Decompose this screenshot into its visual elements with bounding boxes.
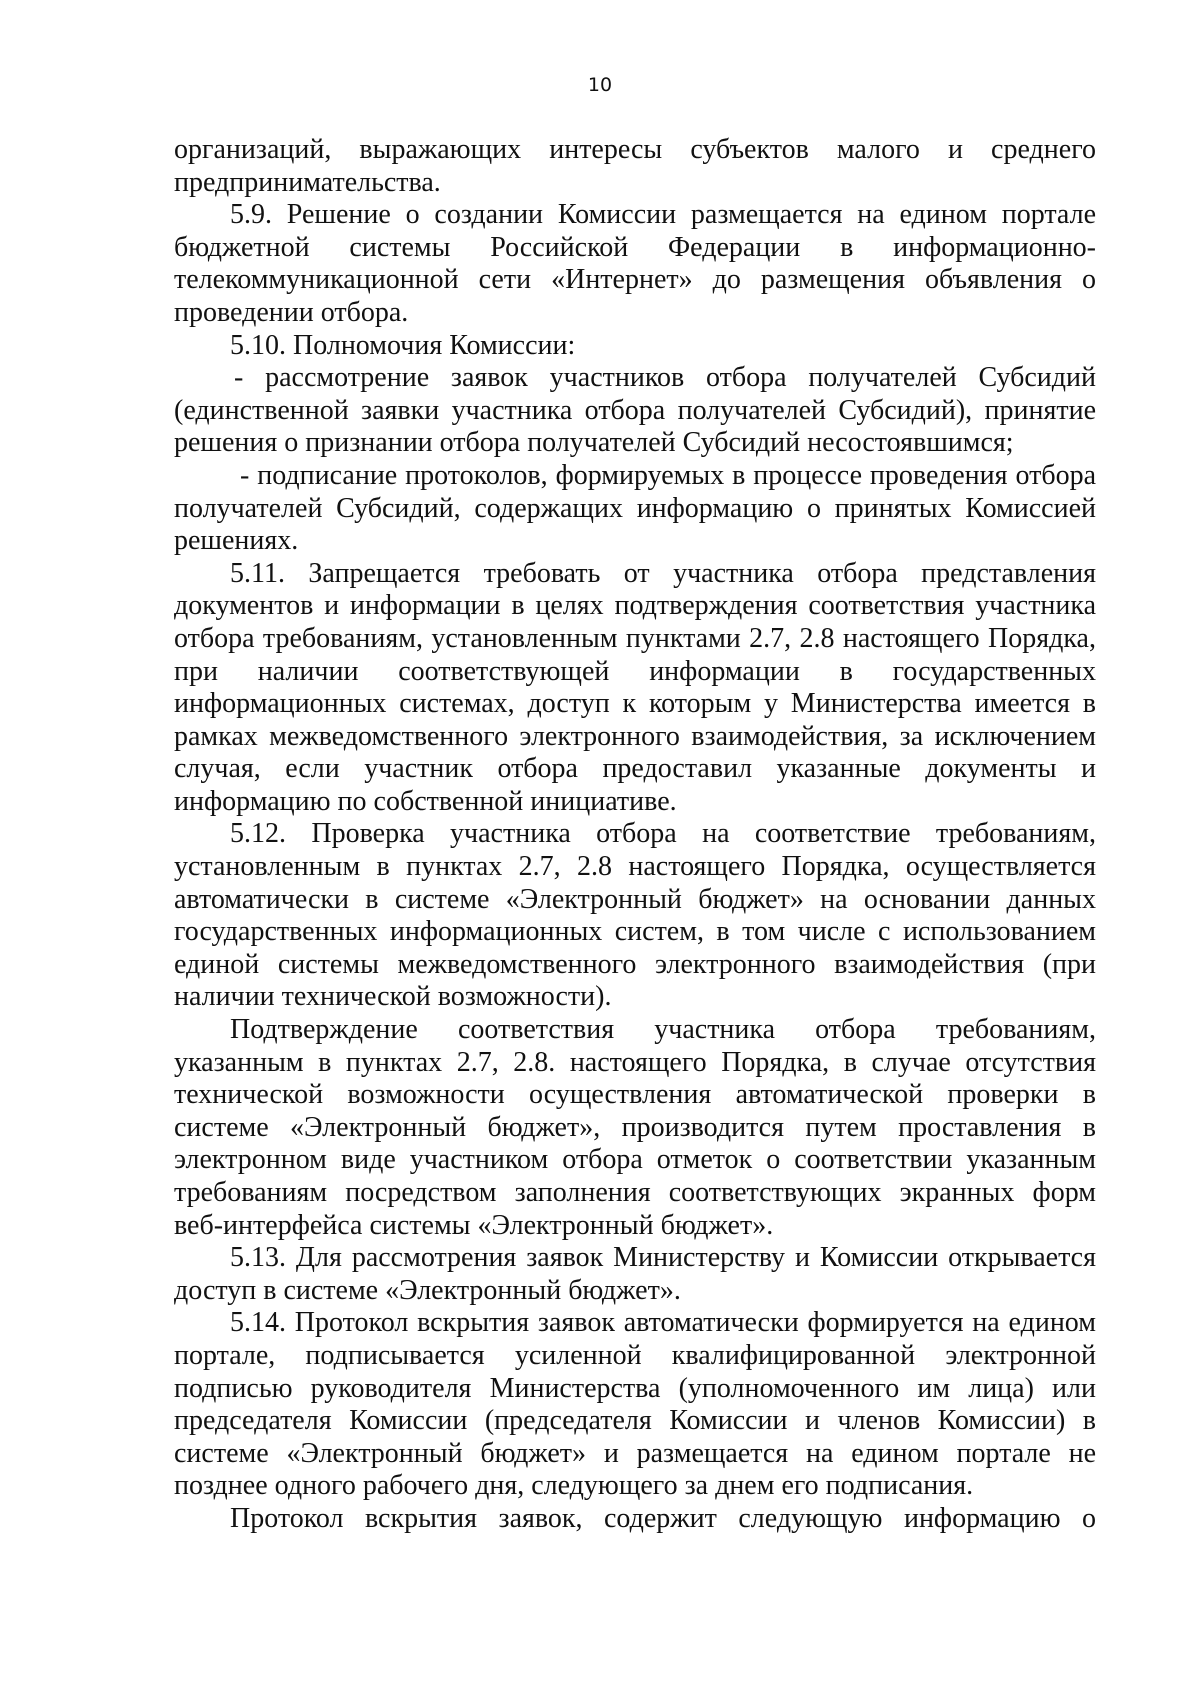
paragraph-protocol-info: Протокол вскрытия заявок, содержит следующую информацию о — [230, 1502, 1096, 1534]
paragraph-5-9: 5.9. Решение о создании Комиссии размещается на едином портале бюджетной системы Российской Федерации в информационно-телекоммуникационной сети «Интернет» до размещения объявления о проведении отбора. — [174, 199, 1096, 328]
paragraph-5-12: 5.12. Проверка участника отбора на соответствие требованиям, установленным в пунктах 2.7, 2.8 настоящего Порядка, осуществляется автоматически в системе «Электронный бюджет» на основании данных государственных информационных систем, в том числе с использованием единой системы межведомственного электронного взаимодействия (при наличии технической возможности). — [174, 818, 1096, 1013]
paragraph-5-13: 5.13. Для рассмотрения заявок Министерству и Комиссии открывается доступ в системе «Электронный бюджет». — [174, 1242, 1096, 1306]
page-number: 10 — [587, 74, 613, 96]
paragraph-confirmation: Подтверждение соответствия участника отбора требованиям, указанным в пунктах 2.7, 2.8. настоящего Порядка, в случае отсутствия технической возможности осуществления автоматической проверки в системе «Электронный бюджет», производится путем проставления в электронном виде участником отбора отметок о соответствии указанным требованиям посредством заполнения соответствующих экранных форм веб-интерфейса системы «Электронный бюджет». — [174, 1014, 1096, 1241]
paragraph-5-11: 5.11. Запрещается требовать от участника отбора представления документов и информации в целях подтверждения соответствия участника отбора требованиям, установленным пунктами 2.7, 2.8 настоящего Порядка, при наличии соответствующей информации в государственных информационных системах, доступ к которым у Министерства имеется в рамках межведомственного электронного взаимодействия, за исключением случая, если участник отбора предоставил указанные документы и информацию по собственной инициативе. — [174, 557, 1096, 817]
document-body — [174, 134, 1096, 1536]
paragraph-5-14: 5.14. Протокол вскрытия заявок автоматически формируется на едином портале, подписывается усиленной квалифицированной электронной подписью руководителя Министерства (уполномоченного им лица) или председателя Комиссии (председателя Комиссии и членов Комиссии) в системе «Электронный бюджет» и размещается на едином портале не позднее одного рабочего дня, следующего за днем его подписания. — [174, 1307, 1096, 1502]
list-item-sign-protocols: - подписание протоколов, формируемых в процессе проведения отбора получателей Субсидий, содержащих информацию о принятых Комиссией решениях. — [174, 459, 1096, 557]
list-item-review-applications: - рассмотрение заявок участников отбора получателей Субсидий (единственной заявки участника отбора получателей Субсидий), принятие решения о признании отбора получателей Субсидий несостоявшимся; — [174, 362, 1096, 459]
paragraph-5-10: 5.10. Полномочия Комиссии: — [230, 329, 576, 361]
paragraph-continuation: организаций, выражающих интересы субъектов малого и среднего предпринимательства. — [174, 134, 1096, 198]
